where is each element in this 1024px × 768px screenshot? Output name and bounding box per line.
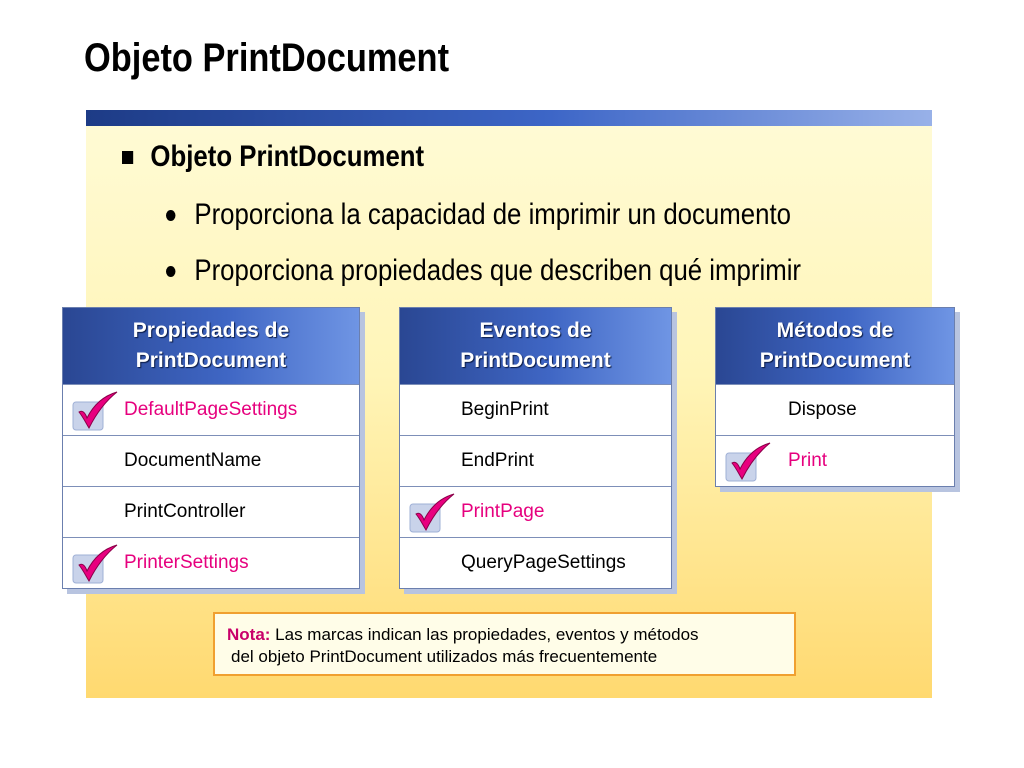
- methods-box-header: [716, 308, 954, 384]
- box-header-line2: PrintDocument: [460, 349, 611, 372]
- sub-bullet-2: [166, 254, 801, 288]
- row-label: DocumentName: [124, 450, 262, 471]
- check-mark-icon: [408, 492, 460, 536]
- main-bullet-text: Objeto PrintDocument: [150, 140, 425, 173]
- box-row: [63, 435, 359, 486]
- box-header-line1: Eventos de: [479, 319, 592, 342]
- box-row: [63, 486, 359, 537]
- events-box-header: [400, 308, 671, 384]
- row-label: PrinterSettings: [124, 552, 249, 573]
- box-row: [400, 537, 671, 588]
- round-bullet-icon: [166, 266, 175, 277]
- note-box: [213, 612, 796, 676]
- box-header-line1: Métodos de: [776, 319, 894, 342]
- row-label: PrintPage: [461, 501, 545, 522]
- box-row: [716, 435, 954, 486]
- sub-bullet-1: [166, 198, 791, 232]
- properties-box-header: [63, 308, 359, 384]
- panel-top-band: [86, 110, 932, 126]
- check-mark-icon: [71, 543, 123, 587]
- box-header-line2: PrintDocument: [135, 349, 287, 372]
- box-row: [400, 384, 671, 435]
- square-bullet-icon: [122, 151, 133, 164]
- main-bullet: [122, 140, 424, 174]
- row-label: EndPrint: [461, 450, 534, 471]
- round-bullet-icon: [166, 210, 175, 221]
- sub-bullet-text: Proporciona propiedades que describen qué imprimir: [194, 254, 802, 287]
- box-header-line2: PrintDocument: [759, 349, 911, 372]
- sub-bullet-text: Proporciona la capacidad de imprimir un documento: [194, 198, 791, 231]
- check-mark-icon: [71, 390, 123, 434]
- check-mark-icon: [724, 441, 776, 485]
- row-label: BeginPrint: [461, 399, 549, 420]
- note-prefix: Nota:: [227, 625, 271, 644]
- box-row: [400, 486, 671, 537]
- properties-box: [62, 307, 360, 589]
- box-header-line1: Propiedades de: [132, 319, 290, 342]
- box-row: [400, 435, 671, 486]
- methods-box: [715, 307, 955, 487]
- row-label: Dispose: [788, 399, 857, 420]
- row-label: DefaultPageSettings: [124, 399, 298, 420]
- note-text-1: Las marcas indican las propiedades, eventos y métodos: [270, 625, 699, 644]
- note-line-1: [227, 624, 794, 646]
- row-label: QueryPageSettings: [461, 552, 626, 573]
- box-row: [716, 384, 954, 435]
- note-text-2: del objeto PrintDocument utilizados más frecuentemente: [231, 647, 658, 666]
- row-label: PrintController: [124, 501, 246, 522]
- box-row: [63, 384, 359, 435]
- events-box: [399, 307, 672, 589]
- box-row: [63, 537, 359, 588]
- slide-title: Objeto PrintDocument: [84, 36, 450, 80]
- row-label: Print: [788, 450, 828, 471]
